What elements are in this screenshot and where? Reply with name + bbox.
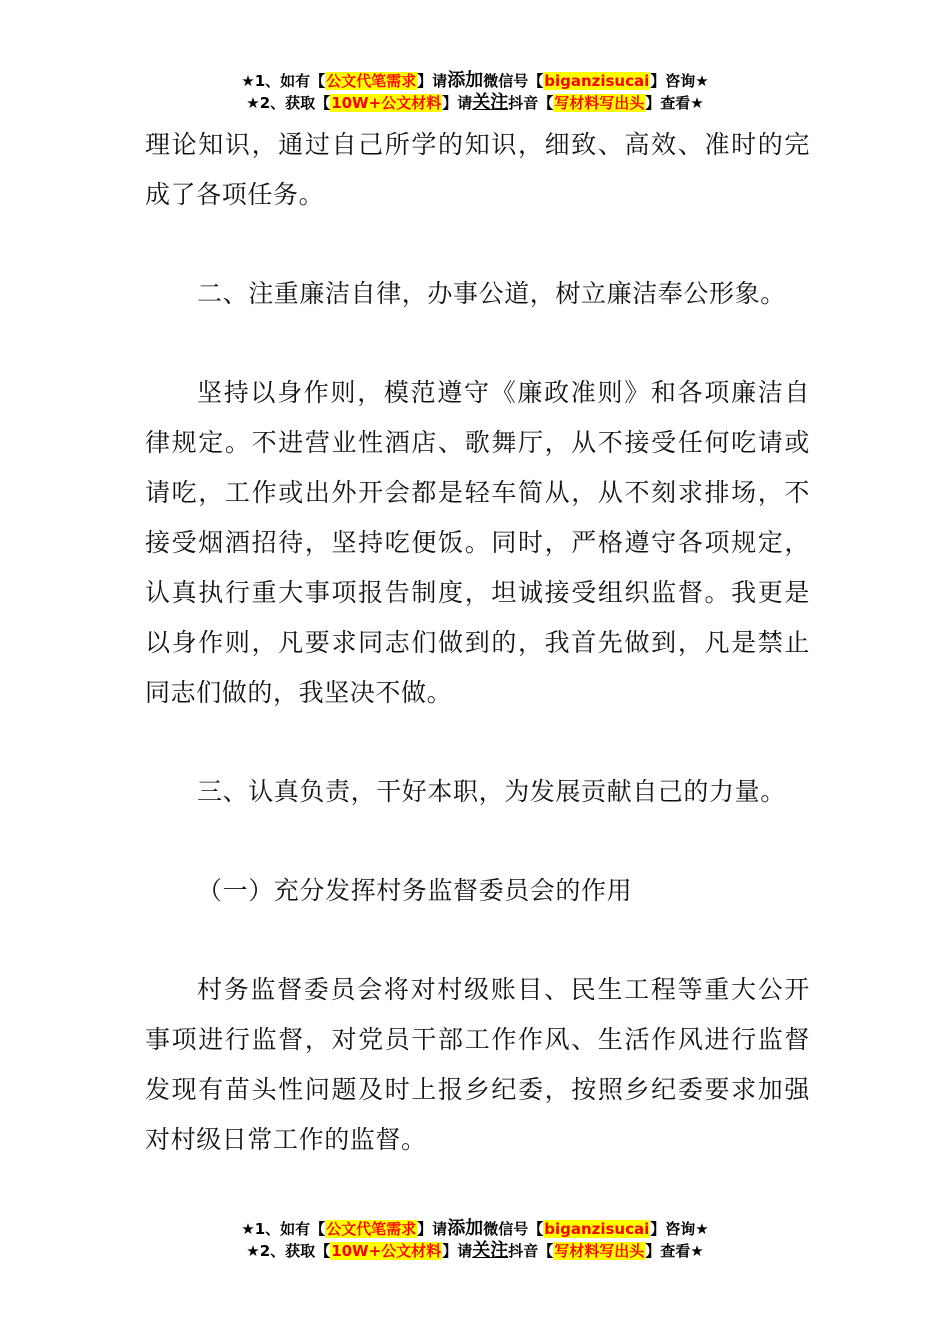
header-banner <box>0 70 950 114</box>
footer-banner <box>0 1218 950 1262</box>
banner-line-2: ★2、获取【10W+公文材料】请关注抖音【写材料写出头】查看★ <box>246 92 704 113</box>
paragraph-supervision: 村务监督委员会将对村级账目、民生工程等重大公开事项进行监督，对党员干部工作作风、生活作风进行监督发现有苗头性问题及时上报乡纪委，按照乡纪委要求加强对村级日常工作的监督。 <box>145 975 810 1154</box>
banner-highlight-materials: 10W+公文材料 <box>331 94 442 112</box>
footer-highlight-douyin: 写材料写出头 <box>554 1242 645 1260</box>
paragraph-integrity: 坚持以身作则，模范遵守《廉政准则》和各项廉洁自律规定。不进营业性酒店、歌舞厅，从不接受任何吃请或请吃，工作或出外开会都是轻车简从，从不刻求排场，不接受烟酒招待，坚持吃便饭。同时，严格遵守各项规定，认真执行重大事项报告制度，坦诚接受组织监督。我更是以身作则，凡要求同志们做到的，我首先做到，凡是禁止同志们做的，我坚决不做。 <box>145 378 810 707</box>
section-heading-3: 三、认真负责，干好本职，为发展贡献自己的力量。 <box>197 777 786 806</box>
banner-highlight-douyin: 写材料写出头 <box>554 94 645 112</box>
footer-line-1: ★1、如有【公文代笔需求】请添加微信号【biganzisucai】咨询★ <box>241 1218 709 1239</box>
banner-line-1: ★1、如有【公文代笔需求】请添加微信号【biganzisucai】咨询★ <box>241 70 709 91</box>
footer-line-2: ★2、获取【10W+公文材料】请关注抖音【写材料写出头】查看★ <box>246 1240 704 1261</box>
document-body <box>145 120 810 1214</box>
banner-highlight-service: 公文代笔需求 <box>326 72 417 90</box>
footer-highlight-materials: 10W+公文材料 <box>331 1242 442 1260</box>
banner-highlight-wechat: biganzisucai <box>544 72 650 90</box>
footer-highlight-wechat: biganzisucai <box>544 1220 650 1238</box>
paragraph-continuation: 理论知识，通过自己所学的知识，细致、高效、准时的完成了各项任务。 <box>145 130 810 209</box>
footer-highlight-service: 公文代笔需求 <box>326 1220 417 1238</box>
subsection-heading-1: （一）充分发挥村务监督委员会的作用 <box>197 876 633 905</box>
section-heading-2: 二、注重廉洁自律，办事公道，树立廉洁奉公形象。 <box>197 279 786 308</box>
